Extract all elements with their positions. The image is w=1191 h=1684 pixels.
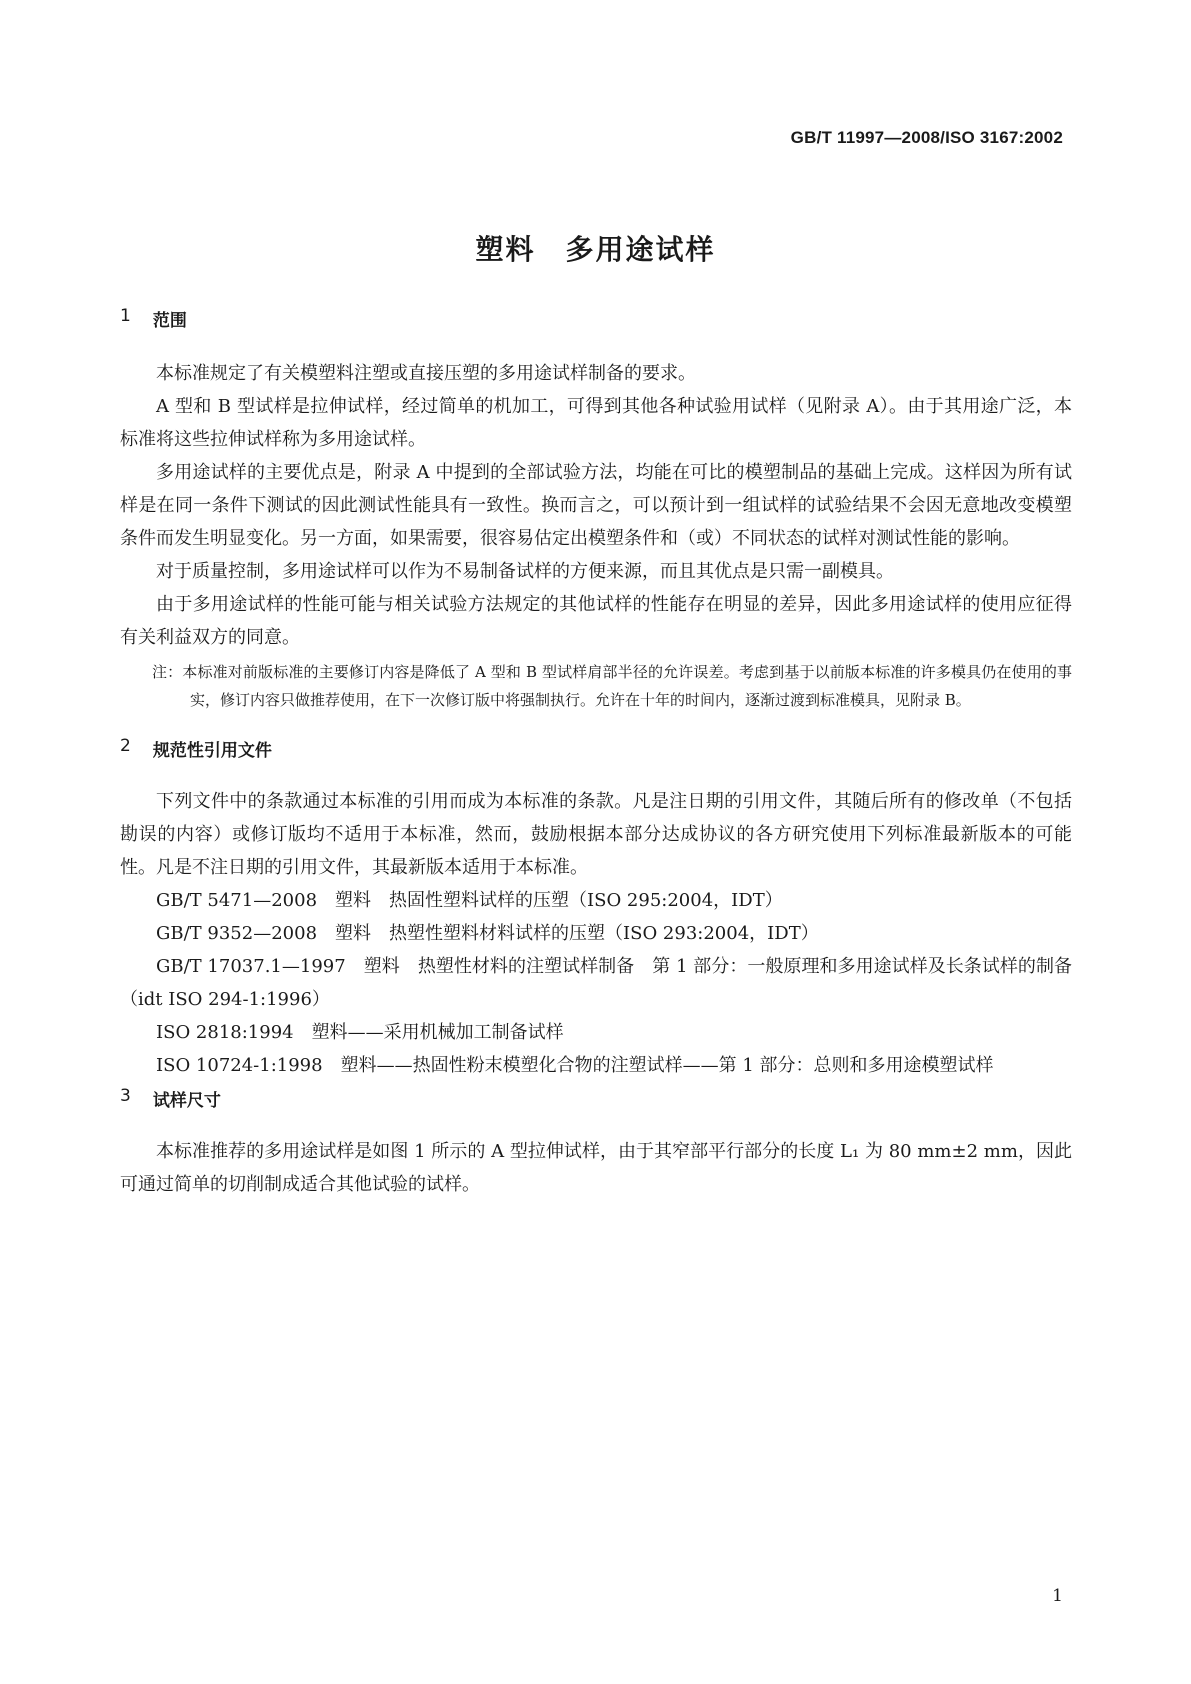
section-title: 规范性引用文件 — [152, 741, 272, 761]
section-heading — [120, 306, 1072, 331]
section-specimen-dimensions — [120, 1086, 1072, 1201]
reference-item — [120, 917, 1072, 950]
reference-title: 塑料 热固性塑料试样的压塑（ISO 295:2004，IDT） — [335, 890, 783, 911]
note: 注：本标准对前版标准的主要修订内容是降低了 A 型和 B 型试样肩部半径的允许误差。考虑到基于以前版本标准的许多模具仍在使用的事实，修订内容只做推荐使用，在下一次修订版中将强制执行。允许在十年的时间内，逐渐过渡到标准模具，见附录 B。 — [152, 663, 1072, 709]
reference-item — [120, 1049, 1072, 1082]
section-title: 试样尺寸 — [152, 1091, 221, 1111]
reference-title: 塑料 热塑性塑料材料试样的压塑（ISO 293:2004，IDT） — [335, 923, 819, 944]
paragraph: A 型和 B 型试样是拉伸试样，经过简单的机加工，可得到其他各种试验用试样（见附录 A）。由于其用途广泛，本标准将这些拉伸试样称为多用途试样。 — [120, 396, 1072, 450]
page-number: 1 — [1052, 1586, 1063, 1606]
paragraph: 由于多用途试样的性能可能与相关试验方法规定的其他试样的性能存在明显的差异，因此多用途试样的使用应征得有关利益双方的同意。 — [120, 594, 1072, 648]
reference-title: 塑料 热塑性材料的注塑试样制备 第 1 部分：一般原理和多用途试样及长条试样的制备（idt ISO 294-1:1996） — [120, 956, 1072, 1010]
reference-code: ISO 10724-1:1998 — [156, 1055, 323, 1076]
standard-number: GB/T 11997—2008/ISO 3167:2002 — [790, 128, 1063, 147]
reference-code: GB/T 17037.1—1997 — [156, 956, 346, 977]
document-title: 塑料 多用途试样 — [475, 233, 716, 266]
paragraph: 对于质量控制，多用途试样可以作为不易制备试样的方便来源，而且其优点是只需一副模具。 — [156, 561, 894, 582]
reference-title: 塑料——热固性粉末模塑化合物的注塑试样——第 1 部分：总则和多用途模塑试样 — [340, 1055, 994, 1076]
reference-item — [120, 884, 1072, 917]
paragraph: 本标准推荐的多用途试样是如图 1 所示的 A 型拉伸试样，由于其窄部平行部分的长度 L₁ 为 80 mm±2 mm，因此可通过简单的切削制成适合其他试验的试样。 — [120, 1141, 1072, 1195]
paragraph: 本标准规定了有关模塑料注塑或直接压塑的多用途试样制备的要求。 — [156, 363, 696, 384]
section-heading — [120, 1086, 1072, 1111]
section-normative-references — [120, 736, 1072, 1082]
paragraph: 下列文件中的条款通过本标准的引用而成为本标准的条款。凡是注日期的引用文件，其随后所有的修改单（不包括勘误的内容）或修订版均不适用于本标准，然而，鼓励根据本部分达成协议的各方研究使用下列标准最新版本的可能性。凡是不注日期的引用文件，其最新版本适用于本标准。 — [120, 791, 1072, 878]
section-number: 1 — [120, 306, 131, 326]
reference-code: GB/T 9352—2008 — [156, 923, 318, 944]
reference-code: GB/T 5471—2008 — [156, 890, 318, 911]
reference-item — [120, 1016, 1072, 1049]
reference-code: ISO 2818:1994 — [156, 1022, 294, 1043]
section-number: 2 — [120, 736, 131, 756]
section-heading — [120, 736, 1072, 761]
reference-title: 塑料——采用机械加工制备试样 — [311, 1022, 564, 1043]
section-title: 范围 — [152, 311, 187, 331]
section-scope — [120, 306, 1072, 714]
section-number: 3 — [120, 1086, 131, 1106]
paragraph: 多用途试样的主要优点是，附录 A 中提到的全部试验方法，均能在可比的模塑制品的基础上完成。这样因为所有试样是在同一条件下测试的因此测试性能具有一致性。换而言之，可以预计到一组试样的试验结果不会因无意地改变模塑条件而发生明显变化。另一方面，如果需要，很容易估定出模塑条件和（或）不同状态的试样对测试性能的影响。 — [120, 462, 1072, 549]
reference-item — [120, 950, 1072, 1016]
